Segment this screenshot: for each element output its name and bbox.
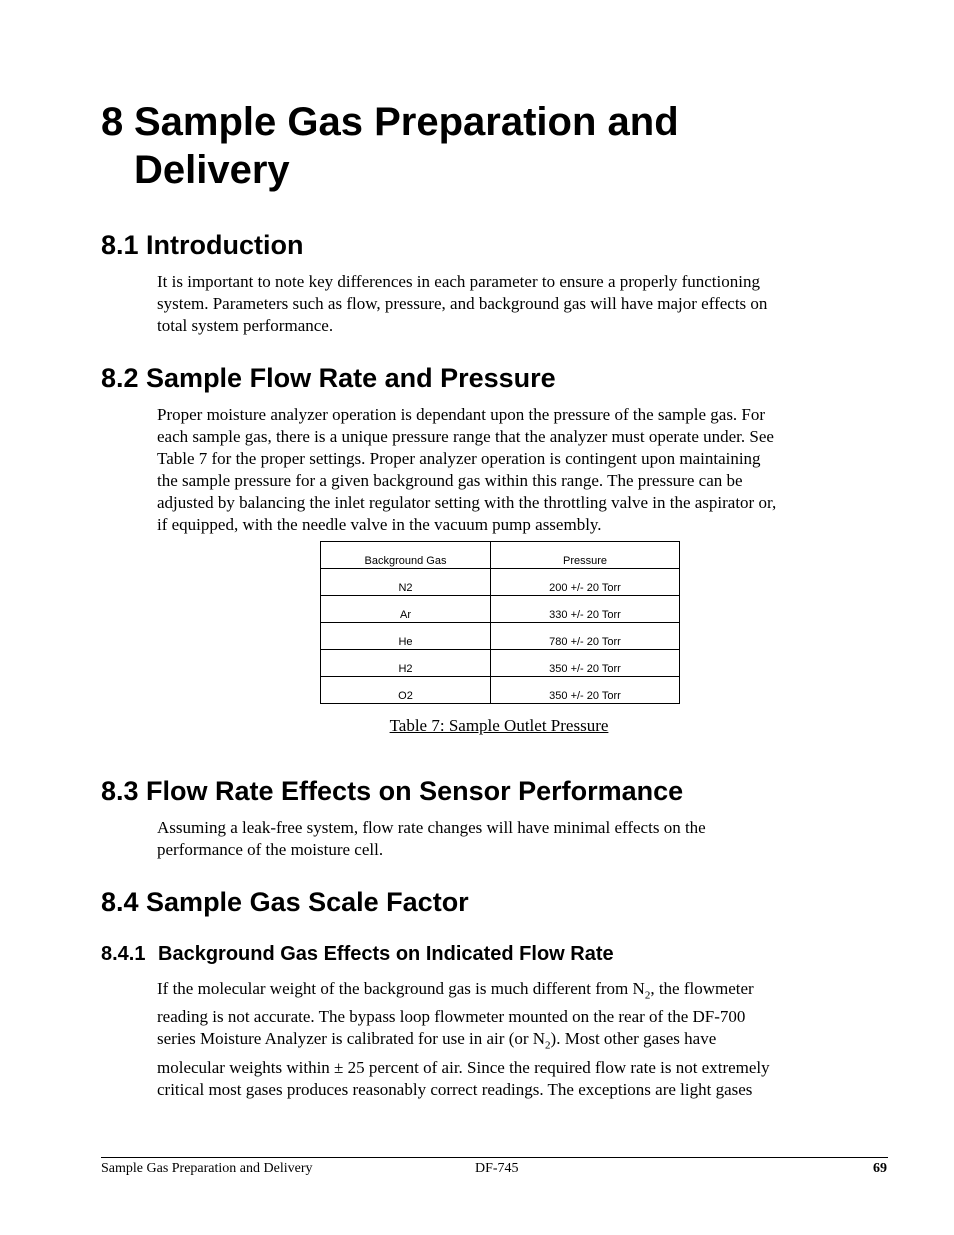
section-heading-8-4: 8.4 Sample Gas Scale Factor bbox=[101, 887, 469, 917]
chapter-number: 8 bbox=[101, 100, 124, 144]
subsection-number: 8.4.1 bbox=[101, 943, 146, 965]
table-cell: 350 +/- 20 Torr bbox=[491, 677, 680, 704]
paragraph-line: Proper moisture analyzer operation is dependant upon the pressure of the sample gas. For bbox=[157, 405, 766, 424]
section-8-2-paragraph bbox=[157, 404, 847, 536]
table-cell: 780 +/- 20 Torr bbox=[491, 623, 680, 650]
paragraph-line: the sample pressure for a given background gas within this range. The pressure can be bbox=[157, 471, 743, 490]
paragraph-line: critical most gases produces reasonably correct readings. The exceptions are light gases bbox=[157, 1079, 753, 1099]
paragraph-line: each sample gas, there is a unique pressure range that the analyzer must operate under. See bbox=[157, 427, 774, 446]
table-row bbox=[321, 677, 680, 704]
section-8-1-paragraph bbox=[157, 271, 847, 337]
paragraph-line: It is important to note key differences in each parameter to ensure a properly functioning bbox=[157, 272, 760, 291]
paragraph-line: performance of the moisture cell. bbox=[157, 840, 384, 859]
section-8-4-1-paragraph bbox=[157, 978, 847, 1101]
footer-left-text: Sample Gas Preparation and Delivery bbox=[101, 1161, 313, 1176]
paragraph-line: if equipped, with the needle valve in the vacuum pump assembly. bbox=[157, 515, 602, 534]
paragraph-line: system. Parameters such as flow, pressure, and background gas will have major effects on bbox=[157, 294, 768, 313]
paragraph-line: molecular weights within ± 25 percent of air. Since the required flow rate is not extremely bbox=[157, 1057, 770, 1077]
table-cell: 330 +/- 20 Torr bbox=[491, 596, 680, 623]
table-row bbox=[321, 596, 680, 623]
text-run: If the molecular weight of the background gas is much different from N bbox=[157, 979, 645, 998]
table-cell: O2 bbox=[321, 677, 491, 704]
subscript: 2 bbox=[644, 989, 651, 1002]
paragraph-line bbox=[157, 978, 847, 1006]
table-cell: Ar bbox=[321, 596, 491, 623]
subsection-heading-8-4-1 bbox=[101, 942, 614, 966]
table-cell: N2 bbox=[321, 569, 491, 596]
table-row bbox=[321, 623, 680, 650]
paragraph-line: Table 7 for the proper settings. Proper analyzer operation is contingent upon maintaining bbox=[157, 449, 761, 468]
chapter-title-line2: Delivery bbox=[134, 148, 290, 192]
table-caption: Table 7: Sample Outlet Pressure bbox=[389, 716, 609, 735]
paragraph-line: Assuming a leak-free system, flow rate changes will have minimal effects on the bbox=[157, 818, 706, 837]
section-heading-8-2: 8.2 Sample Flow Rate and Pressure bbox=[101, 363, 556, 393]
table-cell: 350 +/- 20 Torr bbox=[491, 650, 680, 677]
paragraph-line: reading is not accurate. The bypass loop flowmeter mounted on the rear of the DF-700 bbox=[157, 1007, 746, 1027]
table-row bbox=[321, 650, 680, 677]
table-header-row bbox=[321, 542, 680, 569]
subscript: 2 bbox=[545, 1039, 551, 1052]
page-number: 69 bbox=[873, 1161, 887, 1176]
footer-doc-id: DF-745 bbox=[475, 1161, 519, 1176]
table-cell: 200 +/- 20 Torr bbox=[491, 569, 680, 596]
paragraph-line: adjusted by balancing the inlet regulator setting with the throttling valve in the aspirator or, bbox=[157, 493, 777, 512]
table-header-cell: Background Gas bbox=[321, 542, 491, 569]
footer-divider bbox=[101, 1157, 888, 1158]
table-cell: He bbox=[321, 623, 491, 650]
text-run: ). Most other gases have bbox=[550, 1029, 717, 1049]
chapter-title-line1: Sample Gas Preparation and bbox=[134, 100, 679, 144]
section-8-3-paragraph bbox=[157, 817, 847, 861]
pressure-table bbox=[320, 541, 680, 704]
chapter-heading bbox=[101, 98, 861, 194]
paragraph-line bbox=[157, 1028, 847, 1056]
subsection-title: Background Gas Effects on Indicated Flow Rate bbox=[158, 943, 614, 965]
section-heading-8-1: 8.1 Introduction bbox=[101, 230, 304, 260]
table-row bbox=[321, 569, 680, 596]
table-header-cell: Pressure bbox=[491, 542, 680, 569]
table-cell: H2 bbox=[321, 650, 491, 677]
text-run: , the flowmeter bbox=[650, 979, 754, 998]
paragraph-line: total system performance. bbox=[157, 316, 334, 335]
text-run: series Moisture Analyzer is calibrated for use in air (or N bbox=[157, 1029, 546, 1049]
section-heading-8-3: 8.3 Flow Rate Effects on Sensor Performance bbox=[101, 776, 684, 806]
